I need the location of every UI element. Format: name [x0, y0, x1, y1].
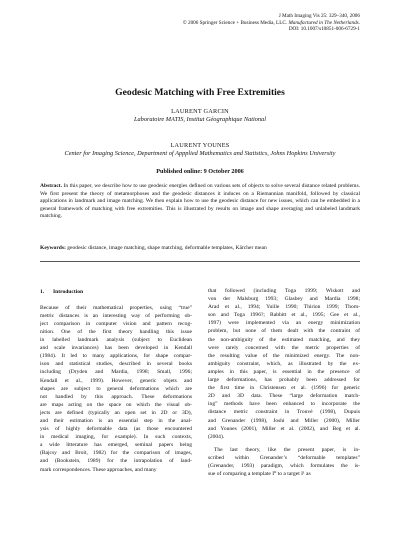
text-line: the resulting value of the minimized energy. The non-	[208, 352, 360, 359]
text-line: ambiguity constraint, which, as illustrated by the ex-	[208, 360, 360, 367]
text-line: in labelled landmark analysis (subject to Euclidean	[40, 337, 192, 344]
author-block	[20, 108, 380, 124]
text-line: (Grenander, 1993) paradigm, which formulates the is-	[208, 462, 360, 469]
text-line: and Younes (2001), Miller et al. (2002), and Beg et al.	[208, 425, 360, 432]
section-divider	[40, 261, 360, 262]
text-line: the first time in Christensen et al. (1996) for generic	[208, 385, 360, 392]
published-date: Published online: 9 October 2006	[156, 168, 244, 175]
paper-title: Geodesic Matching with Free Extremities	[115, 87, 285, 98]
author-affiliation: Laboratoire MATIS, Institut Géographique National	[134, 116, 266, 123]
text-line: (Bajcsy and Broit, 1982) for the comparison of images,	[40, 450, 192, 457]
body-paragraph	[208, 287, 360, 441]
text-line: problem, but none of them dealt with the contraint of	[208, 328, 360, 335]
copyright-text: © 2006 Springer Science + Business Media, LLC.	[182, 19, 289, 26]
text-line: ject comparison in computer vision and pattern recog-	[40, 320, 192, 327]
text-line: amples in this paper, is essential in the presence of	[208, 368, 360, 375]
copyright-line	[110, 20, 360, 27]
text-line: and their estimation is an essential step in the anal-	[40, 418, 192, 424]
right-column	[208, 287, 360, 478]
text-line: the non-ambiguity of the estimated matching, and they	[208, 336, 360, 343]
text-line: distance metric constraint in Trouvé (1998), Dupuis	[208, 409, 360, 416]
text-line: von der Malsburg 1993; Glasbey and Mardia 1998;	[208, 296, 360, 303]
abstract	[40, 183, 360, 221]
text-line: a wide litterature has emerged, seminal papers being	[40, 442, 192, 449]
text-line: mark correspondences. These approaches, and many	[40, 466, 157, 473]
text-line: in medical imaging, for example). In such contexts,	[40, 434, 192, 441]
text-line: were rarely concerned with the metric properties of	[208, 344, 360, 351]
author-name: LAURENT YOUNES	[170, 142, 230, 149]
text-line: nition. One of the first theory handling this issue	[40, 328, 192, 335]
section-title: Introduction	[53, 289, 84, 295]
text-line: that followed (including Toga 1999; Wiskott and	[208, 288, 360, 294]
author-affiliation: Center for Imaging Science, Department of Appplied Mathematics and Statistics, Johns Hopkins University	[64, 150, 336, 157]
manufactured-text: Manufactured in The Netherlands.	[288, 19, 360, 26]
text-line: ison and statistical studies, described in several books	[40, 361, 192, 368]
text-line: are maps acting on the space on which the visual ob-	[40, 401, 192, 408]
journal-info	[110, 13, 360, 33]
text-line: ing” methods have been enhanced to incorporate the	[208, 401, 360, 408]
text-line: The last theory, like the present paper, is in-	[214, 446, 360, 453]
doi-line: DOI: 10.1007/s10851-006-6729-1	[288, 26, 360, 33]
journal-citation: J Math Imaging Vis 25: 329–340, 2006	[278, 13, 360, 19]
text-line: shapes are subject to general deformations which are	[40, 385, 192, 392]
text-line: metric distances is an interesting way of performing ob-	[40, 312, 192, 319]
keywords-text: geodesic distance, image matching, shape matching, deformable templates, Kärcher mean	[67, 245, 267, 251]
text-line: including (Dryden and Mardia, 1998; Small, 1996;	[40, 369, 192, 376]
author-block	[20, 142, 380, 158]
text-line: Kendall et al., 1999). However, generic objets and	[40, 377, 192, 384]
author-name: LAURENT GARCIN	[171, 108, 229, 115]
text-line: 1997) were implemented via an energy minimization	[208, 320, 360, 327]
text-line: jects are defined (typically an open set in 2D or 3D),	[40, 409, 192, 416]
text-line: (2004).	[208, 433, 225, 440]
left-column	[40, 288, 192, 474]
text-line: large deformations, has probably been addressed for	[208, 377, 360, 384]
section-heading	[40, 288, 192, 296]
text-line: 2D and 3D data. These “large deformation match-	[208, 393, 360, 400]
text-line: and scale invariances) has been developed in Kendall	[40, 345, 192, 352]
text-line: Arad et al., 1994; Yuille 1990; Thirion 1999; Thom-	[208, 304, 360, 311]
body-paragraph	[208, 446, 360, 478]
text-line: (1984). It led to many applications, for shape compar-	[40, 353, 192, 360]
text-line: sue of comparing a template I⁰ to a target I¹ as	[208, 471, 311, 478]
text-line: and Grenander (1998), Joshi and Miller (2000), Miller	[208, 417, 360, 424]
text-line: not handled by this approach. These deformations	[40, 393, 192, 400]
body-paragraph	[40, 304, 192, 474]
text-line: son and Toga 1996?; Rabbitt et al., 1995; Gee et al.,	[208, 312, 360, 319]
text-line: Because of their mathematical properties, using “true”	[40, 304, 192, 311]
text-line: ysis of highly deformable data (as those encountered	[40, 426, 192, 433]
abstract-text: In this paper, we describe how to use geodesic energies defined on various sets of objects to solve several distance related problems. We first present the theory of metamorphoses and the geodesic distances it induces on a Riemannian manifold, followed by classical applications in landmark and image matching. We then explain how to use the geodesic distance for new issues, which can be embedded in a general framework of matching with free extremities. This is illustrated by results on image and shape averaging and unlabeled landmark matching.	[40, 183, 360, 220]
text-line: and (Bookstein, 1989) for the intrapolation of land-	[40, 458, 192, 465]
section-number: 1.	[40, 289, 45, 295]
abstract-label: Abstract.	[40, 183, 63, 189]
text-line: scribed within Grenander’s “deformable templates”	[208, 454, 360, 461]
keywords-label: Keywords:	[40, 245, 66, 251]
keywords	[40, 245, 360, 253]
